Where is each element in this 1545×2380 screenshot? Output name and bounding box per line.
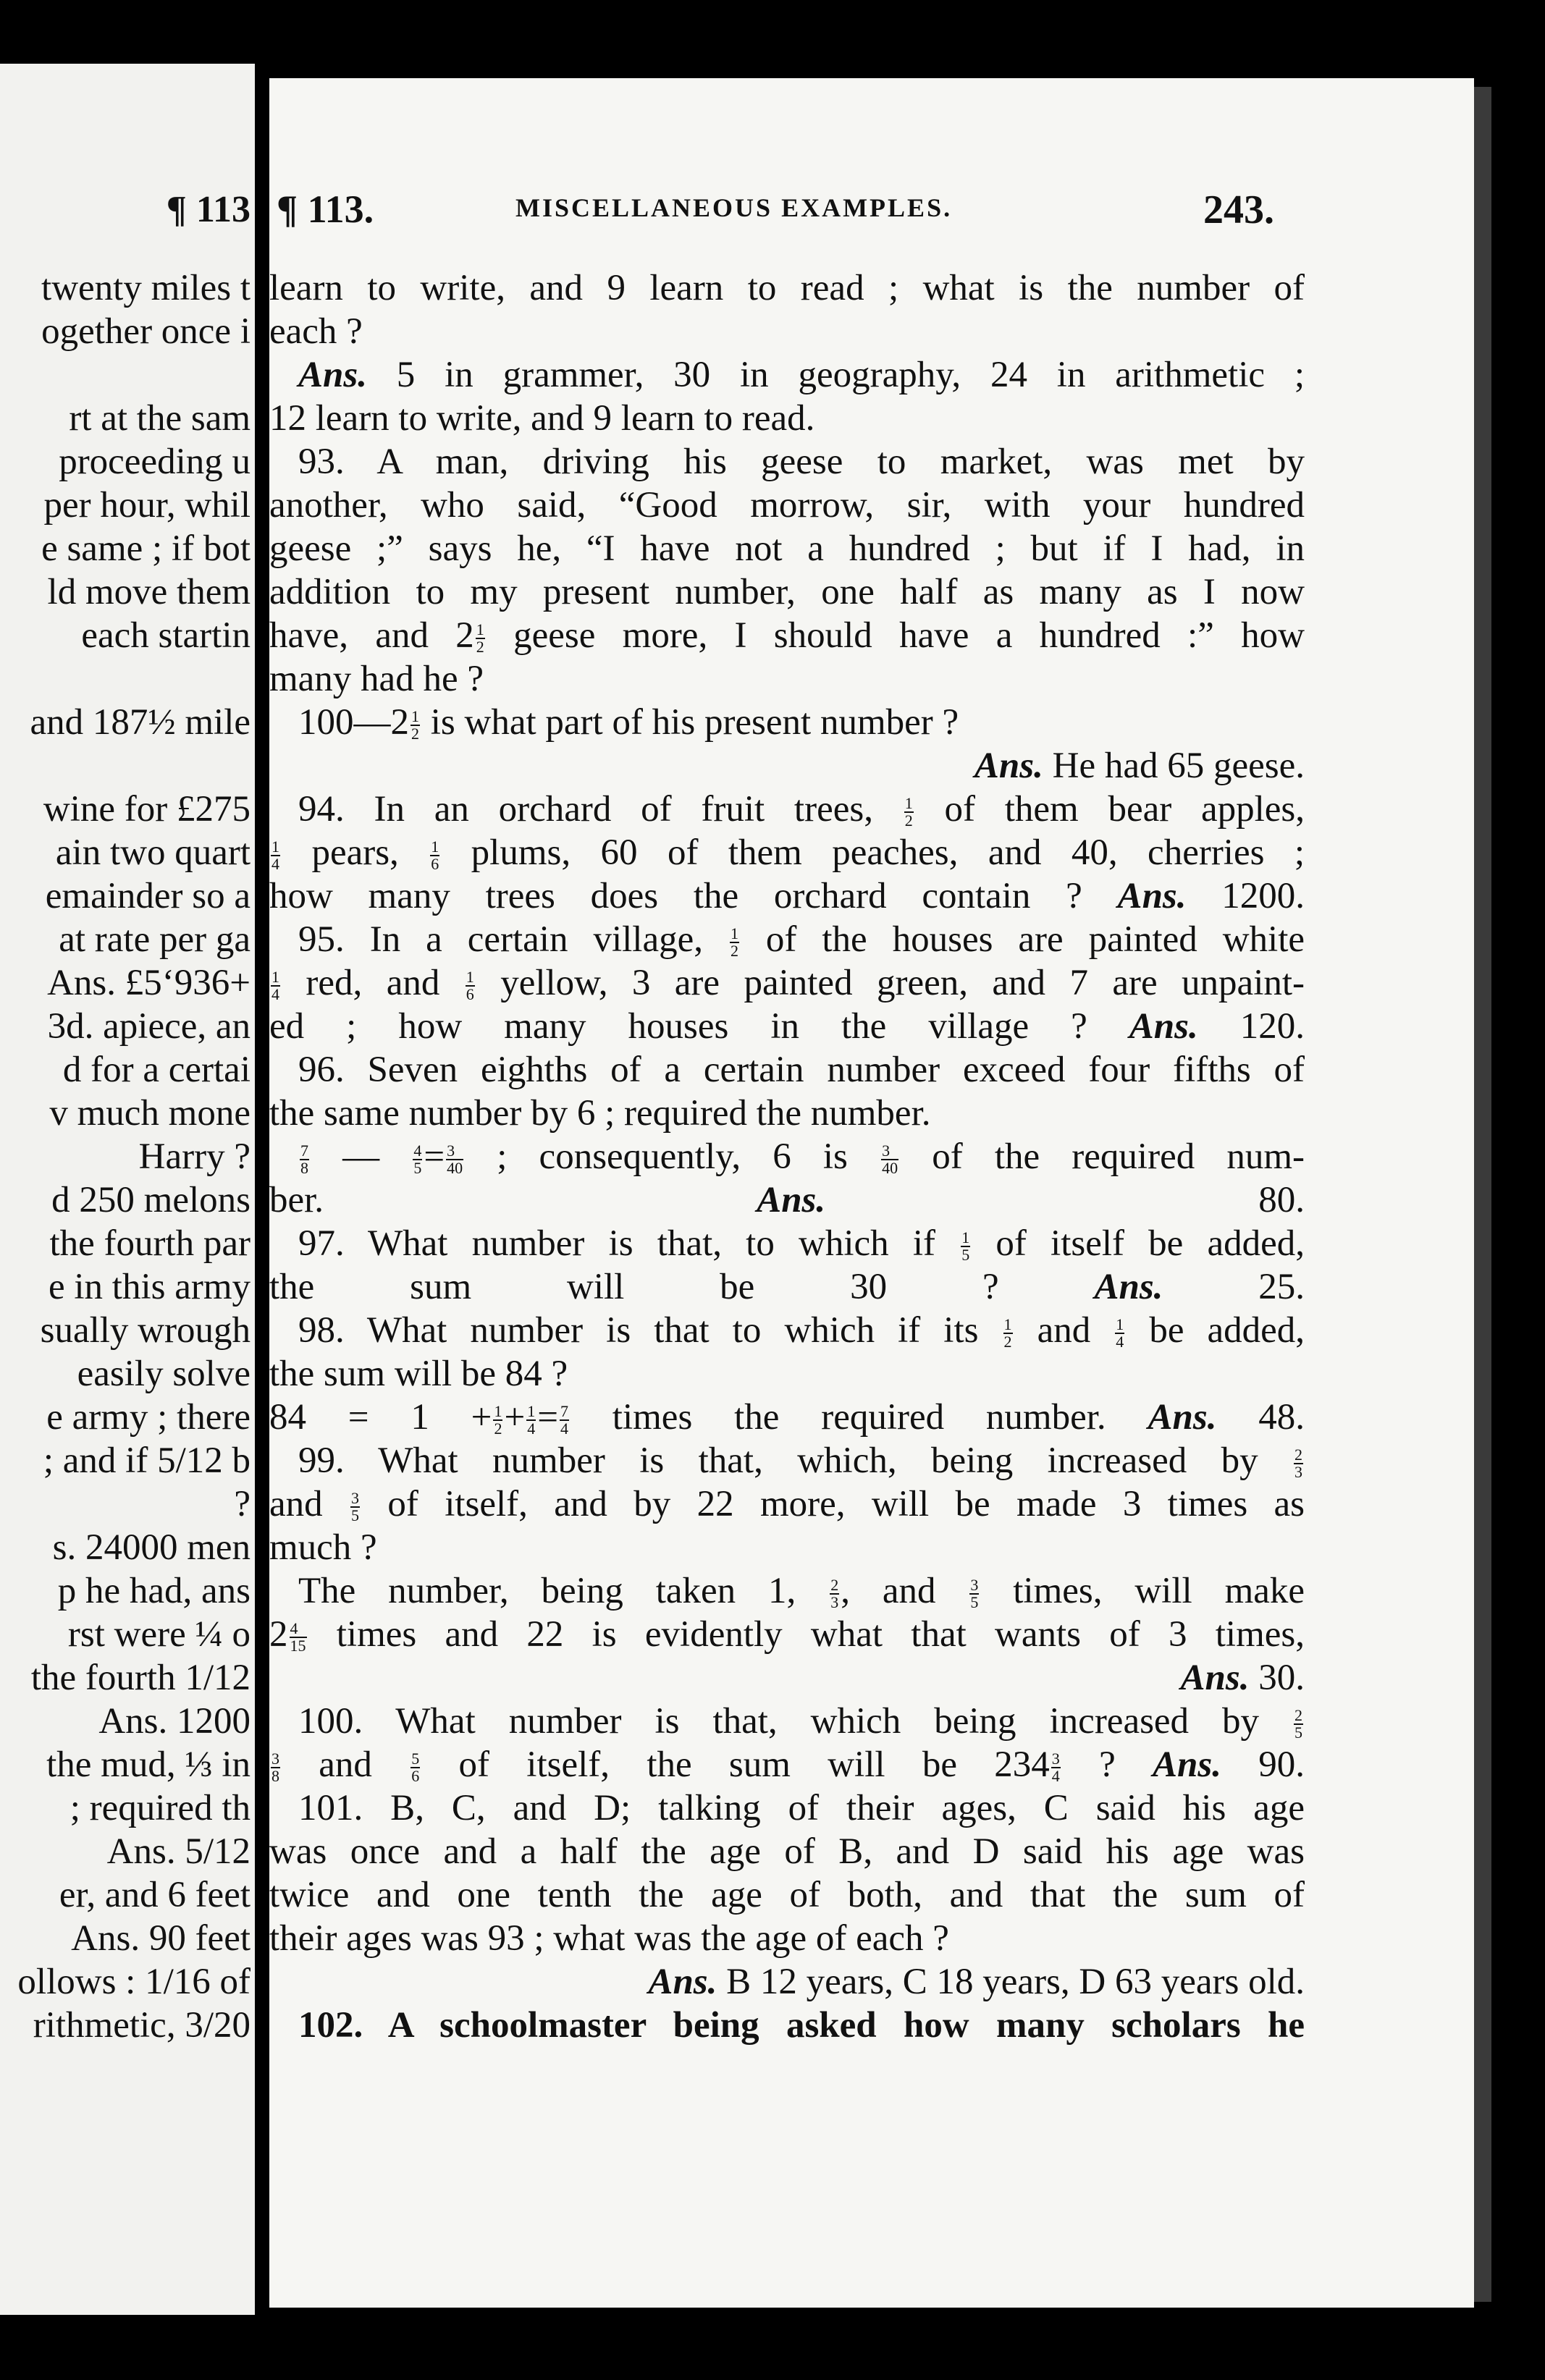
text-line: addition to my present number, one half as many as I now: [269, 572, 1305, 612]
page-number: 243.: [1203, 187, 1274, 232]
right-page: [269, 78, 1474, 2308]
left-page-line: per hour, whil: [43, 485, 251, 526]
text-line: $\frac{1}{4}$ pears, $\frac{1}{6}$ plums, 60 of them peaches, and 40, cherries ;: [271, 832, 1305, 874]
header-title: MISCELLANEOUS EXAMPLES.: [515, 193, 953, 222]
text-line: the sum will be 84 ?: [269, 1354, 568, 1394]
problem-100-line: 100. What number is that, which being increased by $\frac{2}{5}$: [298, 1701, 1302, 1742]
text-line: 2 $\frac{4}{15}$ times and 22 is evidently what that wants of 3 times,: [269, 1614, 1305, 1655]
left-page-line: d for a certai: [62, 1050, 251, 1090]
left-page-line: Ans. 90 feet: [71, 1918, 251, 1959]
left-page-line: Ans. 1200: [98, 1701, 251, 1742]
text-line: each ?: [269, 311, 363, 352]
text-line: have, and 2 $\frac{1}{2}$ geese more, I should have a hundred :” how: [269, 615, 1305, 657]
left-page-line: ain two quart: [55, 832, 251, 873]
text-line: and $\frac{3}{5}$ of itself, and by 22 more, will be made 3 times as: [269, 1484, 1305, 1525]
left-page-line: twenty miles t: [41, 268, 251, 308]
fraction: $\frac{1}{6}$: [431, 837, 439, 874]
fraction: $\frac{7}{4}$: [560, 1402, 568, 1438]
left-page-line: 3d. apiece, an: [47, 1006, 251, 1047]
page-edge-shadow: [1474, 87, 1491, 2302]
left-page-line: Harry ?: [138, 1136, 251, 1177]
text-line: $\frac{7}{8}$ — $\frac{4}{5}$ = $\frac{3}{40}$ ; consequently, 6 is $\frac{3}{40}$ of the required num-: [300, 1136, 1305, 1178]
left-page-line: ogether once i: [41, 311, 251, 352]
left-page-line: at rate per ga: [59, 919, 251, 960]
text-line: ber. Ans. 80.: [269, 1180, 1305, 1220]
problem-96-line: 96. Seven eighths of a certain number exceed four fifths of: [298, 1050, 1305, 1090]
text-line: $\frac{1}{4}$ red, and $\frac{1}{6}$ yellow, 3 are painted green, and 7 are unpaint-: [271, 963, 1305, 1004]
left-page-line: e same ; if bot: [41, 528, 251, 569]
problem-101-line: 101. B, C, and D; talking of their ages, C said his age: [298, 1788, 1305, 1828]
left-page-line: s. 24000 men: [52, 1527, 251, 1568]
left-page-line: proceeding u: [59, 442, 251, 482]
text-line: learn to write, and 9 learn to read ; what is the number of: [269, 268, 1305, 308]
left-page-line: d 250 melons: [51, 1180, 251, 1220]
fraction: $\frac{1}{6}$: [466, 968, 474, 1004]
left-page: [0, 64, 255, 2315]
left-page-line: emainder so a: [45, 876, 251, 916]
text-line: $\frac{3}{8}$ and $\frac{5}{6}$ of itself, the sum will be 234 $\frac{3}{4}$ ? Ans. 90.: [271, 1744, 1305, 1786]
left-page-line: each startin: [81, 615, 251, 656]
text-line: was once and a half the age of B, and D said his age was: [269, 1831, 1305, 1872]
left-page-line: p he had, ans: [57, 1571, 251, 1611]
page-body: [269, 78, 1474, 2308]
answer-line: Ans. B 12 years, C 18 years, D 63 years old.: [648, 1962, 1305, 2002]
left-page-line: rithmetic, 3/20: [33, 2005, 251, 2046]
text-line: 84 = 1 + $\frac{1}{2}$ + $\frac{1}{4}$ = $\frac{7}{4}$ times the required number. Ans. 48.: [269, 1397, 1305, 1438]
problem-93-line: 93. A man, driving his geese to market, was met by: [298, 442, 1305, 482]
fraction: $\frac{3}{40}$: [882, 1142, 898, 1178]
left-page-line: e in this army: [48, 1267, 251, 1307]
left-page-line: ld move them: [47, 572, 251, 612]
text-line: how many trees does the orchard contain ? Ans. 1200.: [269, 876, 1305, 916]
left-page-line: easily solve: [77, 1354, 251, 1394]
left-page-line: v much mone: [49, 1093, 251, 1134]
fraction: $\frac{1}{2}$: [494, 1402, 502, 1438]
left-page-line: the fourth 1/12: [30, 1658, 251, 1698]
text-line: twice and one tenth the age of both, and that the sum of: [269, 1875, 1305, 1915]
fraction: $\frac{1}{4}$: [527, 1402, 536, 1438]
answer-line: Ans. He had 65 geese.: [974, 746, 1305, 786]
fraction: $\frac{1}{2}$: [411, 707, 419, 743]
fraction: $\frac{3}{8}$: [271, 1750, 279, 1786]
answer-line: Ans. 5 in grammer, 30 in geography, 24 in arithmetic ;: [298, 355, 1305, 395]
header-section-mark: ¶ 113.: [277, 187, 374, 231]
text-line: geese ;” says he, “I have not a hundred ; but if I had, in: [269, 528, 1305, 569]
text-line: the sum will be 30 ? Ans. 25.: [269, 1267, 1305, 1307]
fraction: $\frac{3}{5}$: [970, 1576, 979, 1612]
problem-94-line: 94. In an orchard of fruit trees, $\frac{1}{2}$ of them bear apples,: [298, 789, 1305, 830]
text-line: many had he ?: [269, 659, 484, 699]
left-page-header: ¶ 113: [166, 189, 251, 230]
fraction: $\frac{2}{3}$: [830, 1576, 839, 1612]
text-line: the same number by 6 ; required the number.: [269, 1093, 931, 1134]
text-line: ed ; how many houses in the village ? Ans. 120.: [269, 1006, 1305, 1047]
left-page-line: the mud, ⅓ in: [46, 1744, 251, 1785]
fraction: $\frac{3}{4}$: [1051, 1750, 1060, 1786]
left-page-line: ; and if 5/12 b: [43, 1440, 251, 1481]
fraction: $\frac{7}{8}$: [300, 1142, 308, 1178]
left-page-line: Ans. £5‘936+: [47, 963, 251, 1003]
book-spine: [255, 0, 269, 2380]
problem-102-line: 102. A schoolmaster being asked how many scholars he: [298, 2005, 1305, 2046]
fraction: $\frac{1}{4}$: [271, 968, 279, 1004]
fraction: $\frac{5}{6}$: [411, 1750, 420, 1786]
fraction: $\frac{1}{4}$: [271, 837, 279, 874]
left-page-line: rst were ¼ o: [67, 1614, 251, 1655]
left-page-line: e army ; there: [46, 1397, 251, 1438]
fraction: $\frac{2}{3}$: [1294, 1446, 1302, 1482]
text-line: their ages was 93 ; what was the age of each ?: [269, 1918, 949, 1959]
left-page-line: and 187½ mile: [30, 702, 251, 743]
fraction: $\frac{3}{40}$: [447, 1142, 463, 1178]
fraction: $\frac{1}{2}$: [1003, 1315, 1012, 1351]
text-line: The number, being taken 1, $\frac{2}{3}$ , and $\frac{3}{5}$ times, will make: [298, 1571, 1305, 1612]
fraction: $\frac{1}{4}$: [1116, 1315, 1124, 1351]
left-page-line: ollows : 1/16 of: [17, 1962, 251, 2002]
text-line: another, who said, “Good morrow, sir, with your hundred: [269, 485, 1305, 526]
problem-95-line: 95. In a certain village, $\frac{1}{2}$ of the houses are painted white: [298, 919, 1305, 961]
fraction: $\frac{1}{2}$: [904, 794, 913, 830]
fraction: $\frac{1}{2}$: [476, 620, 484, 657]
text-line: 12 learn to write, and 9 learn to read.: [269, 398, 815, 439]
left-page-line: rt at the sam: [69, 398, 251, 439]
left-page-line: ; required th: [70, 1788, 251, 1828]
left-page-line: ?: [234, 1484, 251, 1524]
problem-99-line: 99. What number is that, which, being increased by $\frac{2}{3}$: [298, 1440, 1302, 1482]
left-page-line: wine for £275: [43, 789, 251, 830]
problem-97-line: 97. What number is that, to which if $\frac{1}{5}$ of itself be added,: [298, 1223, 1305, 1265]
problem-98-line: 98. What number is that to which if its $\frac{1}{2}$ and $\frac{1}{4}$ be added,: [298, 1310, 1305, 1351]
fraction: $\frac{4}{5}$: [413, 1142, 422, 1178]
text-line: much ?: [269, 1527, 377, 1568]
fraction: $\frac{4}{15}$: [290, 1619, 306, 1655]
left-page-line: the fourth par: [49, 1223, 251, 1264]
left-page-line: er, and 6 feet: [59, 1875, 251, 1915]
answer-line: Ans. 30.: [1180, 1658, 1305, 1698]
fraction: $\frac{2}{5}$: [1294, 1706, 1302, 1742]
fraction: $\frac{1}{5}$: [961, 1228, 970, 1265]
left-page-line: Ans. 5/12: [106, 1831, 251, 1872]
fraction: $\frac{3}{5}$: [351, 1489, 359, 1525]
fraction: $\frac{1}{2}$: [730, 924, 738, 961]
text-line: 100—2 $\frac{1}{2}$ is what part of his present number ?: [298, 702, 959, 743]
left-page-line: sually wrough: [40, 1310, 251, 1351]
